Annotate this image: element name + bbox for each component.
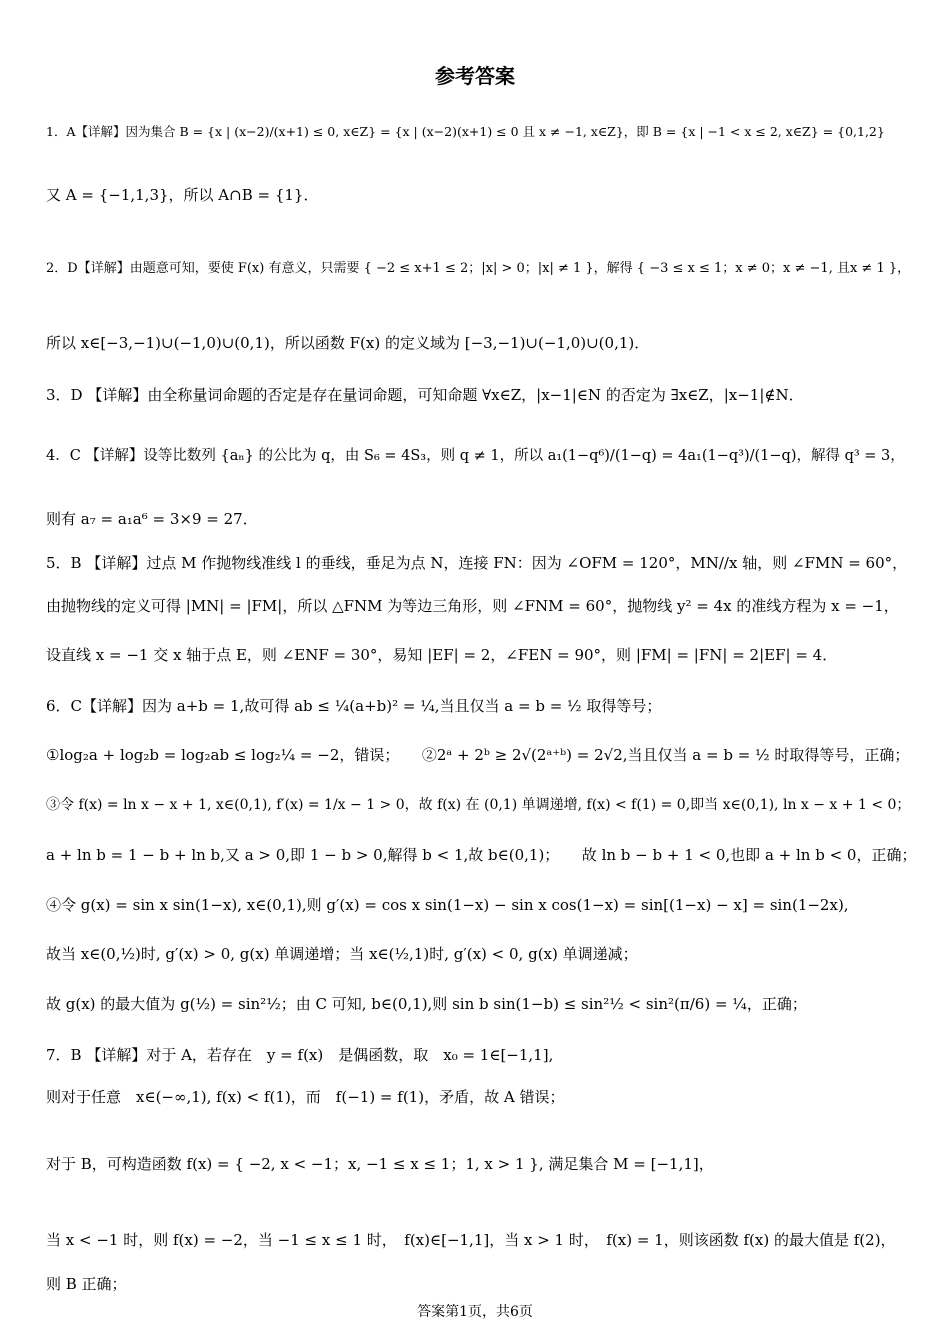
answer-4-line-2: 则有 a₇ = a₁a⁶ = 3×9 = 27． — [46, 510, 258, 528]
answer-6-line-2: ①log₂a + log₂b = log₂ab ≤ log₂¼ = −2，错误； ②2ᵃ + 2ᵇ ≥ 2√(2ᵃ⁺ᵇ) = 2√2,当且仅当 a = b = ½ 时取得等号，正确； — [46, 746, 910, 764]
answer-6-line-4: a + ln b = 1 − b + ln b,又 a > 0,即 1 − b > 0,解得 b < 1,故 b∈(0,1)； 故 ln b − b + 1 < 0,也即 a + ln b < 0，正确； — [46, 846, 917, 864]
answer-7-line-3: 对于 B，可构造函数 f(x) = { −2, x < −1；x, −1 ≤ x ≤ 1；1, x > 1 }, 满足集合 M = [−1,1]， — [46, 1155, 714, 1173]
answer-6-line-5: ④令 g(x) = sin x sin(1−x), x∈(0,1),则 g′(x) = cos x sin(1−x) − sin x cos(1−x) = sin[(1−x) − x] = sin(1−2x), — [46, 896, 849, 914]
answer-5-line-3: 设直线 x = −1 交 x 轴于点 E，则 ∠ENF = 30°，易知 |EF| = 2，∠FEN = 90°，则 |FM| = |FN| = 2|EF| = 4． — [46, 646, 838, 664]
answer-7-line-1: 7．B 【详解】对于 A，若存在 y = f(x) 是偶函数，取 x₀ = 1∈[−1,1], — [46, 1046, 554, 1064]
answer-5-line-2: 由抛物线的定义可得 |MN| = |FM|，所以 △FNM 为等边三角形，则 ∠FNM = 60°，抛物线 y² = 4x 的准线方程为 x = −1， — [46, 597, 899, 615]
answer-1-line-2: 又 A = {−1,1,3}，所以 A∩B = {1}． — [46, 186, 319, 204]
answer-5-line-1: 5．B 【详解】过点 M 作抛物线准线 l 的垂线，垂足为点 N，连接 FN：因为 ∠OFM = 120°，MN//x 轴，则 ∠FMN = 60°， — [46, 554, 908, 572]
answer-7-line-2: 则对于任意 x∈(−∞,1), f(x) < f(1)，而 f(−1) = f(1)，矛盾，故 A 错误； — [46, 1088, 565, 1106]
answer-2-line-1: 2．D【详解】由题意可知，要使 F(x) 有意义，只需要 { −2 ≤ x+1 ≤ 2；|x| > 0；|x| ≠ 1 }，解得 { −3 ≤ x ≤ 1；x ≠ 0；x ≠ −1, 且x ≠ 1 }， — [46, 261, 911, 276]
answer-1-line-1: 1．A【详解】因为集合 B = {x | (x−2)/(x+1) ≤ 0, x∈Z} = {x | (x−2)(x+1) ≤ 0 且 x ≠ −1, x∈Z}，即 B = {x | −1 < x ≤ 2, x∈Z} = {0,1,2} — [46, 124, 885, 139]
page-title: 参考答案 — [435, 64, 515, 88]
answer-7-line-4: 当 x < −1 时，则 f(x) = −2，当 −1 ≤ x ≤ 1 时， f(x)∈[−1,1]，当 x > 1 时， f(x) = 1，则该函数 f(x) 的最大值是 f(2)， — [46, 1231, 896, 1249]
page-footer: 答案第1页，共6页 — [417, 1304, 533, 1320]
answer-6-line-6: 故当 x∈(0,½)时, g′(x) > 0, g(x) 单调递增；当 x∈(½,1)时, g′(x) < 0, g(x) 单调递减； — [46, 945, 638, 963]
answer-6-line-3: ③令 f(x) = ln x − x + 1, x∈(0,1), f′(x) = 1/x − 1 > 0，故 f(x) 在 (0,1) 单调递增, f(x) < f(1) = 0,即当 x∈(0,1), ln x − x + 1 < 0； — [46, 797, 911, 813]
answer-6-line-1: 6．C【详解】因为 a+b = 1,故可得 ab ≤ ¼(a+b)² = ¼,当且仅当 a = b = ½ 取得等号； — [46, 697, 662, 715]
answer-2-line-2: 所以 x∈[−3,−1)∪(−1,0)∪(0,1)，所以函数 F(x) 的定义域为 [−3,−1)∪(−1,0)∪(0,1)． — [46, 334, 650, 352]
answer-6-line-7: 故 g(x) 的最大值为 g(½) = sin²½；由 C 可知, b∈(0,1),则 sin b sin(1−b) ≤ sin²½ < sin²(π/6) = ¼，正确； — [46, 995, 807, 1013]
answer-3-line-1: 3．D 【详解】由全称量词命题的否定是存在量词命题，可知命题 ∀x∈Z，|x−1|∈N 的否定为 ∃x∈Z，|x−1|∉N． — [46, 386, 804, 404]
answer-4-line-1: 4．C 【详解】设等比数列 {aₙ} 的公比为 q，由 S₆ = 4S₃，则 q ≠ 1，所以 a₁(1−q⁶)/(1−q) = 4a₁(1−q³)/(1−q)，解得 q³ = 3， — [46, 448, 905, 464]
answer-7-line-5: 则 B 正确； — [46, 1275, 127, 1293]
